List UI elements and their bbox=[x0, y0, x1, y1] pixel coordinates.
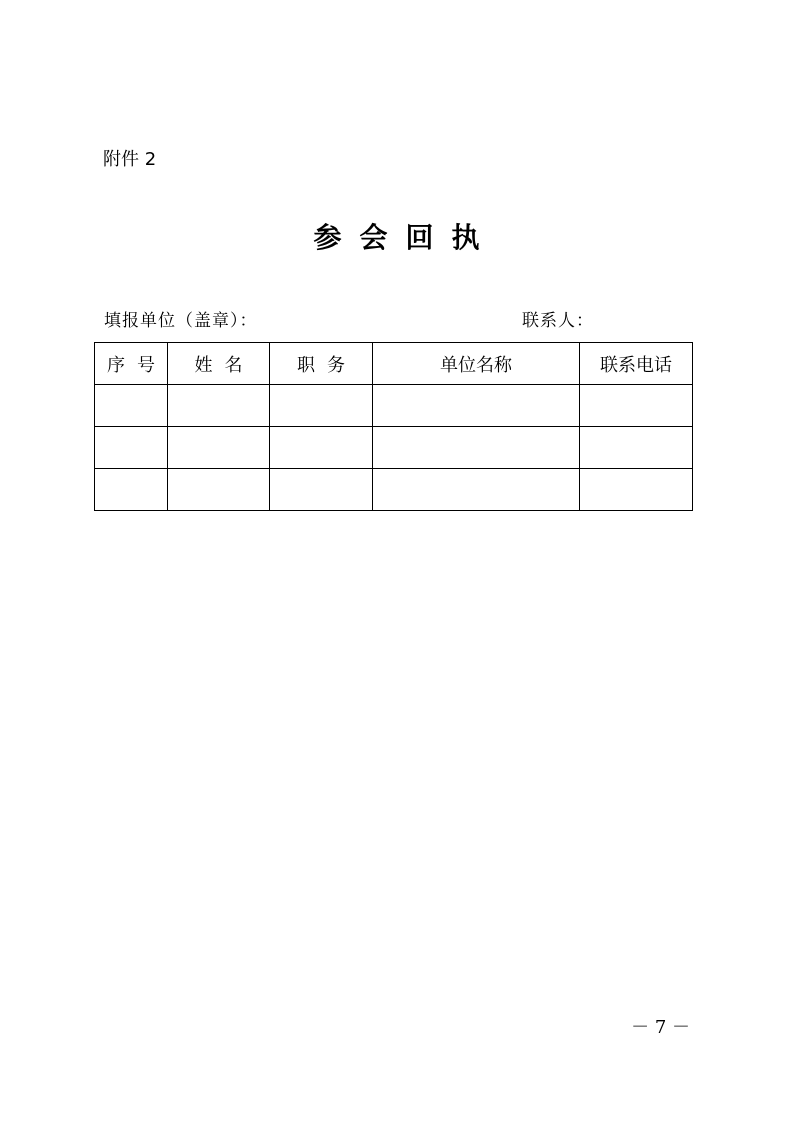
table-cell bbox=[168, 469, 270, 511]
table-cell bbox=[373, 427, 580, 469]
table-cell bbox=[95, 385, 168, 427]
header-phone bbox=[580, 343, 693, 385]
table-cell bbox=[168, 427, 270, 469]
table-row bbox=[95, 469, 693, 511]
table-cell bbox=[95, 469, 168, 511]
table-cell bbox=[270, 469, 373, 511]
table-cell bbox=[580, 427, 693, 469]
attachment-label: 附件 2 bbox=[103, 149, 157, 170]
attendance-reply-table bbox=[94, 342, 693, 511]
header-serial-number-text: 序号 bbox=[107, 354, 167, 376]
page-number: － 7 － bbox=[631, 1017, 690, 1038]
table-row bbox=[95, 385, 693, 427]
table-cell bbox=[95, 427, 168, 469]
header-name-text: 姓名 bbox=[194, 354, 255, 376]
header-position bbox=[270, 343, 373, 385]
table-cell bbox=[270, 427, 373, 469]
table-cell bbox=[580, 469, 693, 511]
table-cell bbox=[580, 385, 693, 427]
header-serial-number bbox=[95, 343, 168, 385]
header-organization bbox=[373, 343, 580, 385]
table-cell bbox=[168, 385, 270, 427]
document-title: 参会回执 bbox=[313, 221, 498, 254]
table-header-row bbox=[95, 343, 693, 385]
table-cell bbox=[373, 469, 580, 511]
table-cell bbox=[270, 385, 373, 427]
header-name bbox=[168, 343, 270, 385]
table-row bbox=[95, 427, 693, 469]
header-phone-text: 联系电话 bbox=[600, 354, 672, 376]
fill-unit-label: 填报单位（盖章）： bbox=[104, 311, 258, 331]
contact-person-label: 联系人： bbox=[522, 311, 594, 331]
header-organization-text: 单位名称 bbox=[440, 354, 512, 376]
table-cell bbox=[373, 385, 580, 427]
header-position-text: 职务 bbox=[297, 354, 357, 376]
